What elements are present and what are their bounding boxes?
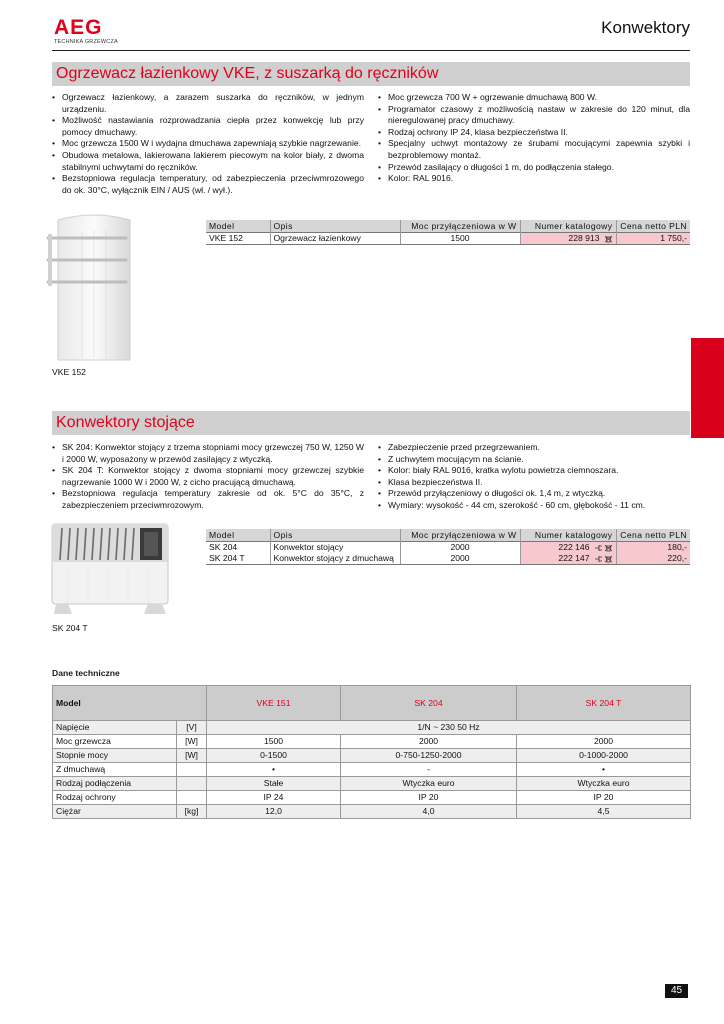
col-header: Model (206, 220, 270, 233)
cell-price: 180,- (616, 542, 690, 554)
cell-desc: Konwektor stojący z dmuchawą (270, 553, 400, 565)
row-label: Napięcie (53, 721, 177, 735)
col-header: Moc przyłączeniowa w W (400, 220, 520, 233)
recycle-bin-icon (604, 555, 613, 563)
col-header: Numer katalogowy (520, 220, 616, 233)
row-value: 4,0 (341, 805, 517, 819)
row-value: 1500 (207, 735, 341, 749)
table-row (53, 735, 691, 749)
col-header: Opis (270, 529, 400, 542)
list-item: • Kolor: RAL 9016. (378, 173, 690, 185)
col-header: Moc przyłączeniowa w W (400, 529, 520, 542)
vke-features-right (378, 92, 690, 185)
table-row (53, 749, 691, 763)
table-header-row (206, 529, 690, 542)
aeg-logo (54, 18, 124, 45)
row-value: IP 20 (341, 791, 517, 805)
list-item: • Moc grzewcza 1500 W i wydajna dmuchawa zapewniają szybkie nagrzewanie. (52, 138, 364, 150)
list-item: • Zabezpieczenie przed przegrzewaniem. (378, 442, 690, 454)
row-value: • (207, 763, 341, 777)
cell-power: 2000 (400, 553, 520, 565)
cell-model: SK 204 (206, 542, 270, 554)
row-label: Rodzaj podłączenia (53, 777, 177, 791)
vke-heater-image (42, 212, 134, 364)
catalog-number: 222 147 (558, 553, 590, 563)
section-title: Ogrzewacz łazienkowy VKE, z suszarką do ręczników (56, 65, 439, 82)
recycle-bin-icon (604, 235, 613, 243)
list-item: • Specjalny uchwyt montażowy ze śrubami mocującymi zapewnia szybki i bezproblemowy montaż. (378, 138, 690, 161)
section-title-bar-convectors (52, 411, 690, 435)
list-item: • Moc grzewcza 700 W + ogrzewanie dmuchawą 800 W. (378, 92, 690, 104)
cell-model: SK 204 T (206, 553, 270, 565)
cell-catalog (520, 542, 616, 554)
row-unit: [W] (177, 749, 207, 763)
row-value: Wtyczka euro (341, 777, 517, 791)
row-unit: [W] (177, 735, 207, 749)
side-tab-line2 (709, 408, 724, 417)
list-item: • Kolor: biały RAL 9016, kratka wylotu powietrza ciemnoszara. (378, 465, 690, 477)
row-unit (177, 777, 207, 791)
sk-product-table (206, 529, 690, 565)
row-value: IP 20 (517, 791, 691, 805)
list-item: • Z uchwytem mocującym na ścianie. (378, 454, 690, 466)
row-value: IP 24 (207, 791, 341, 805)
list-item: • SK 204 T: Konwektor stojący z dwoma stopniami mocy grzewczej szybkie nagrzewanie 1000 W i 2000 W, z cicho pracującą dmuchawą. (52, 465, 364, 488)
row-value: 1/N ~ 230 50 Hz (207, 721, 691, 735)
tech-header-model: Model (53, 686, 207, 721)
col-header: Cena netto PLN (616, 529, 690, 542)
table-row (206, 233, 690, 245)
table-row (53, 805, 691, 819)
row-unit (177, 791, 207, 805)
row-value: Stałe (207, 777, 341, 791)
row-value: Wtyczka euro (517, 777, 691, 791)
table-row (53, 777, 691, 791)
logo-text: AEG (54, 16, 103, 39)
row-label: Ciężar (53, 805, 177, 819)
page-title: Konwektory (601, 18, 690, 37)
row-unit: [V] (177, 721, 207, 735)
tech-header-col: SK 204 (341, 686, 517, 721)
sk-image-caption: SK 204 T (52, 623, 88, 633)
row-value: 12,0 (207, 805, 341, 819)
row-value: • (517, 763, 691, 777)
row-value: 4,5 (517, 805, 691, 819)
table-header-row (206, 220, 690, 233)
cell-power: 2000 (400, 542, 520, 554)
page-number: 45 (665, 984, 688, 998)
col-header: Numer katalogowy (520, 529, 616, 542)
tech-header-col: SK 204 T (517, 686, 691, 721)
cell-catalog (520, 233, 616, 245)
row-label: Rodzaj ochrony (53, 791, 177, 805)
list-item: • Ogrzewacz łazienkowy, a zarazem suszarka do ręczników, w jednym urządzeniu. (52, 92, 364, 115)
catalog-number: 222 146 (558, 542, 590, 552)
row-label: Stopnie mocy (53, 749, 177, 763)
row-value: 0-750-1250-2000 (341, 749, 517, 763)
section-title: Konwektory stojące (56, 414, 195, 431)
vke-product-table (206, 220, 690, 245)
list-item: • Przewód zasilający o długości 1 m, do podłączenia stałego. (378, 162, 690, 174)
list-item: • Bezstopniowa regulacja temperatury, od zabezpieczenia przeciwmrozowego do ok. 30°C, wyłącznik EIN / AUS (wł. / wył.). (52, 173, 364, 196)
table-row (206, 553, 690, 565)
tech-data-table (52, 685, 691, 819)
col-header: Model (206, 529, 270, 542)
row-label: Z dmuchawą (53, 763, 177, 777)
sk-convector-image (48, 518, 176, 618)
table-row (53, 791, 691, 805)
cell-desc: Konwektor stojący (270, 542, 400, 554)
side-section-tab (691, 338, 724, 438)
catalog-number: 228 913 (568, 233, 600, 243)
side-tab-label (701, 346, 710, 426)
tech-header-col: VKE 151 (207, 686, 341, 721)
list-item: • Przewód przyłączeniowy o długości ok. 1,4 m, z wtyczką. (378, 488, 690, 500)
row-value: 2000 (517, 735, 691, 749)
row-label: Moc grzewcza (53, 735, 177, 749)
cell-desc: Ogrzewacz łazienkowy (270, 233, 400, 245)
row-value: 0-1500 (207, 749, 341, 763)
list-item: • Wymiary: wysokość - 44 cm, szerokość - 60 cm, głębokość - 11 cm. (378, 500, 690, 512)
table-row (206, 542, 690, 554)
list-item: • Możliwość nastawiania rozprowadzania ciepła przez konwekcję lub przy pomocy dmuchawy. (52, 115, 364, 138)
cell-model: VKE 152 (206, 233, 270, 245)
list-item: • Rodzaj ochrony IP 24, klasa bezpieczeństwa II. (378, 127, 690, 139)
section-title-bar-vke (52, 62, 690, 86)
row-unit: [kg] (177, 805, 207, 819)
row-unit (177, 763, 207, 777)
recycle-bin-icon (604, 544, 613, 552)
tech-data-title: Dane techniczne (52, 668, 120, 678)
header-divider (52, 50, 690, 51)
cell-power: 1500 (400, 233, 520, 245)
table-row (53, 721, 691, 735)
list-item: • SK 204: Konwektor stojący z trzema stopniami mocy grzewczej 750 W, 1250 W i 2000 W, wyposażony w przewód zasilający z wtyczką. (52, 442, 364, 465)
list-item: • Obudowa metalowa, lakierowana lakierem piecowym na kolor biały, z dwoma stabilnymi uchwytami do ręczników. (52, 150, 364, 173)
logo-subtitle: TECHNIKA GRZEWCZA (54, 39, 118, 45)
vke-image-caption: VKE 152 (52, 367, 86, 377)
cell-price: 220,- (616, 553, 690, 565)
sk-features-left (52, 442, 364, 512)
tech-header-row (53, 686, 691, 721)
list-item: • Programator czasowy z możliwością nastaw w zakresie do 120 minut, dla nieregulowanej pracy dmuchawy. (378, 104, 690, 127)
row-value: 2000 (341, 735, 517, 749)
table-row (53, 763, 691, 777)
row-value: - (341, 763, 517, 777)
list-item: • Klasa bezpieczeństwa II. (378, 477, 690, 489)
col-header: Cena netto PLN (616, 220, 690, 233)
cell-price: 1 750,- (616, 233, 690, 245)
plug-icon (594, 555, 603, 563)
vke-features-left (52, 92, 364, 196)
cell-catalog (520, 553, 616, 565)
col-header: Opis (270, 220, 400, 233)
plug-icon (594, 544, 603, 552)
sk-features-right (378, 442, 690, 512)
row-value: 0-1000-2000 (517, 749, 691, 763)
list-item: • Bezstopniowa regulacja temperatury zakresie od ok. 5°C do 35°C, z zabezpieczeniem przeciwmrozowym. (52, 488, 364, 511)
